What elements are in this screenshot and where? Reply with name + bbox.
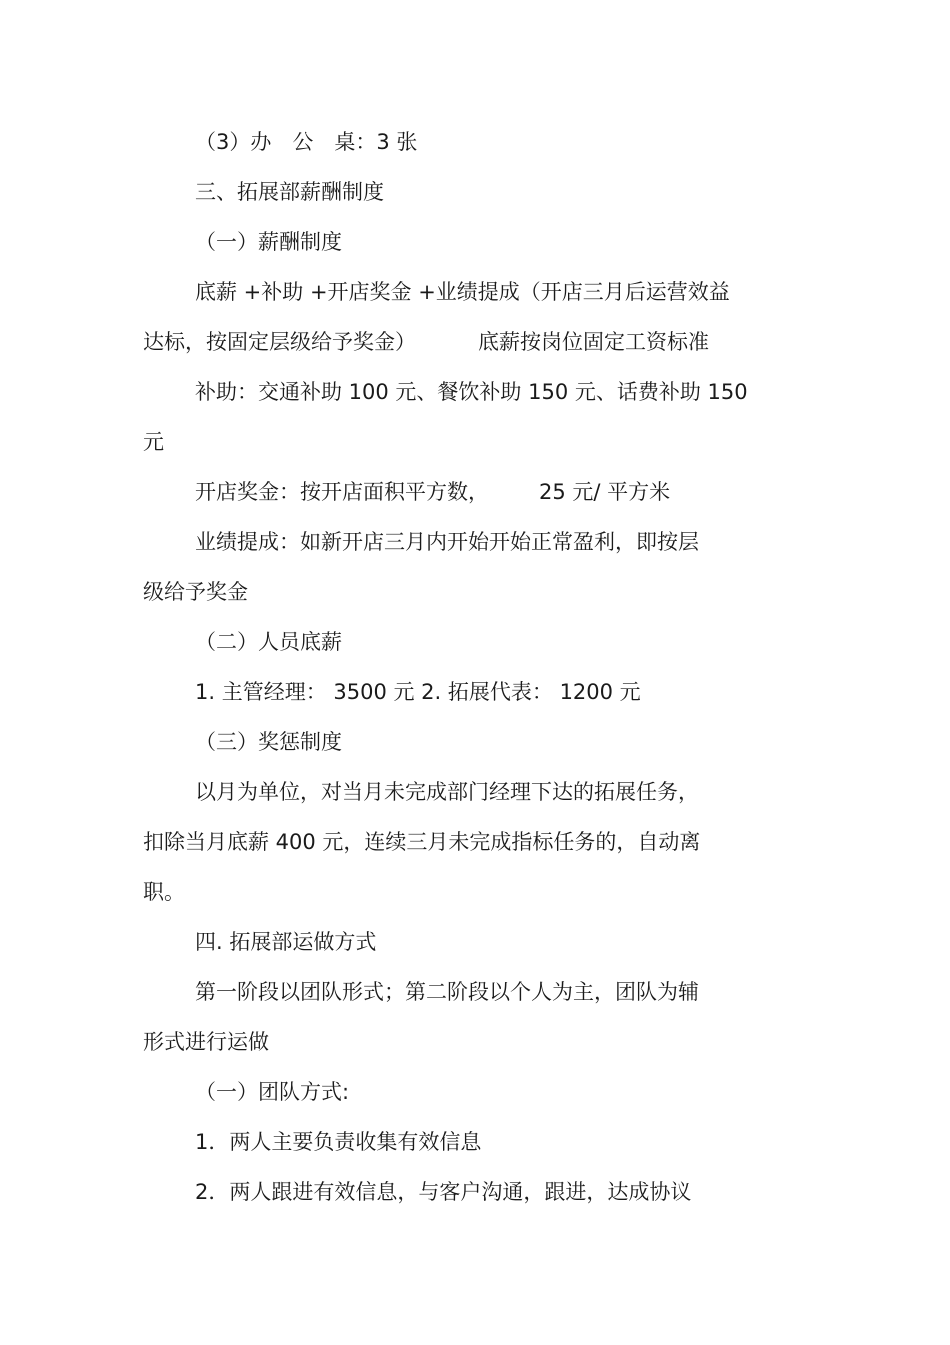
paragraph-line: 元 <box>143 430 164 454</box>
paragraph-line: 形式进行运做 <box>143 1030 269 1054</box>
paragraph-line: 以月为单位，对当月未完成部门经理下达的拓展任务， <box>195 780 699 804</box>
paragraph-segment: 开店奖金：按开店面积平方数， <box>195 480 489 504</box>
paragraph-line <box>143 328 709 356</box>
paragraph-line: 底薪 +补助 +开店奖金 +业绩提成（开店三月后运营效益 <box>195 280 730 304</box>
list-item: 1．两人主要负责收集有效信息 <box>195 1130 482 1154</box>
paragraph-segment: 25 元/ 平方米 <box>539 480 671 504</box>
paragraph-line: 级给予奖金 <box>143 580 248 604</box>
paragraph-segment: 达标，按固定层级给予奖金） <box>143 330 416 354</box>
paragraph-line: （3）办 公 桌：3 张 <box>195 130 418 154</box>
subsection-heading: （一）团队方式: <box>195 1080 350 1104</box>
paragraph-line: 职。 <box>143 880 185 904</box>
paragraph-line: 补助：交通补助 100 元、餐饮补助 150 元、话费补助 150 <box>195 380 748 404</box>
subsection-heading: （二）人员底薪 <box>195 630 342 654</box>
paragraph-line: 1. 主管经理： 3500 元 2. 拓展代表： 1200 元 <box>195 680 641 704</box>
paragraph-line <box>195 478 670 506</box>
section-heading: 三、拓展部薪酬制度 <box>195 180 384 204</box>
paragraph-line: 第一阶段以团队形式；第二阶段以个人为主，团队为辅 <box>195 980 699 1004</box>
paragraph-segment: 底薪按岗位固定工资标准 <box>478 330 709 354</box>
paragraph-line: 扣除当月底薪 400 元，连续三月未完成指标任务的，自动离 <box>143 830 701 854</box>
subsection-heading: （一）薪酬制度 <box>195 230 342 254</box>
section-heading: 四. 拓展部运做方式 <box>195 930 377 954</box>
subsection-heading: （三）奖惩制度 <box>195 730 342 754</box>
list-item: 2．两人跟进有效信息，与客户沟通，跟进，达成协议 <box>195 1180 692 1204</box>
paragraph-line: 业绩提成：如新开店三月内开始开始正常盈利，即按层 <box>195 530 699 554</box>
